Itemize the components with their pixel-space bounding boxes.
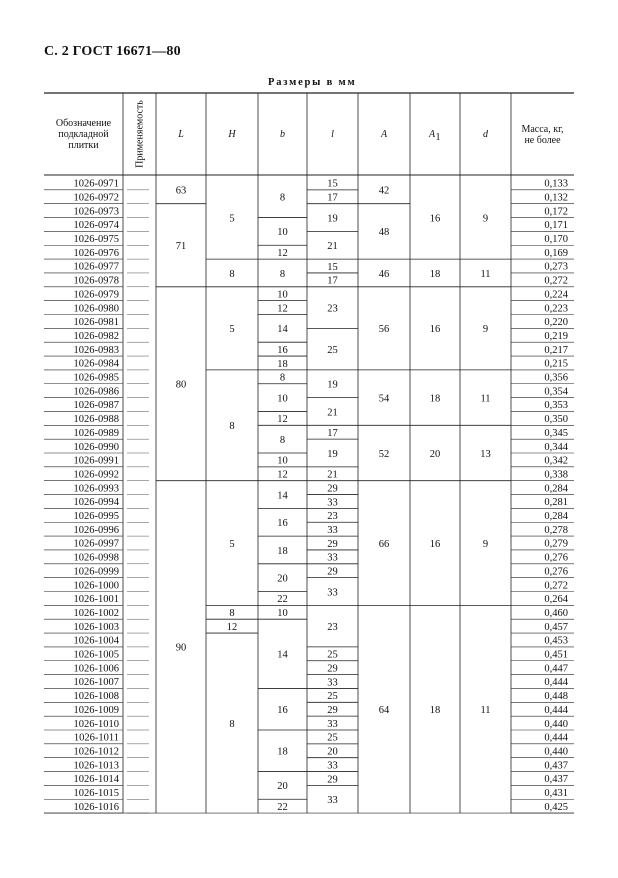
d-value: 9 [482,324,489,336]
mass-cell: 0,356 [544,372,568,384]
A-value: 56 [378,324,390,336]
mass-cell: 0,453 [544,635,568,647]
l-value: 19 [327,448,338,460]
l-value: 17 [327,192,338,204]
header-mass: не более [524,135,561,146]
designation-cell: 1026-0974 [73,220,119,232]
designation-cell: 1026-0989 [73,427,119,439]
H-value: 5 [229,324,235,336]
designation-cell: 1026-0988 [73,414,119,426]
l-value: 15 [327,178,338,190]
designation-cell: 1026-1015 [73,788,119,799]
L-value: 63 [175,185,187,197]
designation-cell: 1026-1002 [73,607,119,619]
l-value: 17 [327,428,338,440]
l-value: 23 [327,621,338,633]
designation-cell: 1026-1003 [73,621,119,633]
b-value: 18 [277,746,288,758]
b-value: 8 [279,192,286,204]
l-value: 15 [327,261,338,273]
l-value: 21 [327,241,338,253]
A1-value: 16 [429,213,441,225]
A-value: 52 [378,448,390,460]
l-value: 33 [327,795,338,807]
mass-cell: 0,354 [544,386,568,398]
b-value: 10 [277,455,288,467]
designation-cell: 1026-1014 [73,774,119,786]
l-value: 19 [327,379,338,391]
H-value: 8 [229,608,235,620]
designation-cell: 1026-1009 [73,704,119,716]
designation-cell: 1026-1013 [73,760,119,772]
mass-cell: 0,457 [544,621,568,633]
designation-cell: 1026-0990 [73,441,119,453]
d-value: 9 [482,213,489,225]
l-value: 33 [327,497,338,509]
mass-cell: 0,448 [544,691,568,703]
d-value: 11 [480,393,491,405]
designation-cell: 1026-0993 [73,483,119,495]
b-value: 14 [277,490,288,502]
mass-cell: 0,264 [544,594,568,606]
b-value: 18 [277,545,288,557]
sizes-caption: Размеры в мм [268,77,357,88]
designation-cell: 1026-1006 [73,663,119,675]
mass-cell: 0,440 [544,718,568,730]
l-value: 23 [327,511,338,523]
A-value: 46 [378,268,390,280]
mass-cell: 0,444 [544,677,568,689]
mass-cell: 0,344 [544,441,568,453]
A-value: 42 [378,185,390,197]
mass-cell: 0,279 [544,538,568,550]
l-value: 25 [327,344,338,356]
mass-cell: 0,284 [544,483,568,495]
b-value: 12 [277,469,288,481]
mass-cell: 0,353 [544,400,568,412]
b-value: 14 [277,324,288,336]
header-A1-subscript: 1 [435,132,441,143]
designation-cell: 1026-0987 [73,400,119,412]
l-value: 29 [327,483,338,495]
designation-cell: 1026-1000 [73,580,119,592]
b-value: 18 [277,358,288,370]
mass-cell: 0,217 [544,344,568,356]
mass-cell: 0,460 [544,607,568,619]
l-value: 21 [327,469,338,481]
mass-cell: 0,172 [544,206,568,218]
designation-cell: 1026-0985 [73,372,119,384]
l-value: 29 [327,663,338,675]
header-designation: подкладной [58,129,109,140]
d-value: 13 [480,448,491,460]
A1-value: 18 [429,268,441,280]
designation-cell: 1026-0975 [73,234,119,245]
designation-cell: 1026-1008 [73,691,119,703]
l-value: 29 [327,705,338,717]
mass-cell: 0,342 [544,455,568,467]
mass-cell: 0,215 [544,358,568,370]
l-value: 33 [327,552,338,564]
L-value: 90 [175,642,187,654]
mass-cell: 0,284 [544,511,568,522]
A-value: 66 [378,538,390,550]
designation-cell: 1026-0984 [73,358,119,370]
H-value: 8 [229,268,235,280]
designation-cell: 1026-0995 [73,511,119,522]
A-value: 54 [378,393,390,405]
b-value: 10 [277,393,288,405]
header-designation: Обозначение [55,118,112,129]
mass-cell: 0,350 [544,414,568,426]
b-value: 10 [277,227,288,239]
A1-value: 16 [429,538,441,550]
designation-cell: 1026-0977 [73,261,119,273]
designation-cell: 1026-0994 [73,497,119,509]
page-header: С. 2 ГОСТ 16671—80 [44,44,181,59]
mass-cell: 0,171 [544,220,568,232]
l-value: 29 [327,566,338,578]
b-value: 12 [277,247,288,259]
designation-cell: 1026-0981 [73,317,119,329]
A-value: 48 [378,227,390,239]
mass-cell: 0,170 [544,234,568,245]
l-value: 33 [327,587,338,599]
mass-cell: 0,444 [544,732,568,744]
header-d: d [483,129,488,140]
H-value: 12 [226,621,238,633]
designation-cell: 1026-0991 [73,455,119,467]
mass-cell: 0,276 [544,566,568,578]
header-H: H [228,129,236,140]
H-value: 5 [229,213,235,225]
mass-cell: 0,220 [544,317,568,329]
mass-cell: 0,447 [544,663,568,675]
designation-cell: 1026-0978 [73,275,119,287]
l-value: 21 [327,407,338,419]
b-value: 8 [279,434,286,446]
header-A1: A [428,129,436,140]
l-value: 33 [327,718,338,730]
designation-cell: 1026-0982 [73,330,119,342]
mass-cell: 0,169 [544,247,568,259]
designation-cell: 1026-0998 [73,552,119,564]
designation-cell: 1026-0997 [73,538,119,550]
mass-cell: 0,272 [544,275,568,287]
mass-cell: 0,219 [544,330,568,342]
designation-cell: 1026-0999 [73,566,119,578]
designation-cell: 1026-1004 [73,635,119,647]
header-l: l [331,129,334,140]
designation-cell: 1026-1012 [73,746,119,758]
d-value: 9 [482,538,489,550]
mass-cell: 0,133 [544,178,568,190]
l-value: 25 [327,649,338,661]
L-value: 71 [175,241,187,253]
l-value: 25 [327,732,338,744]
b-value: 12 [277,414,288,426]
l-value: 20 [327,746,338,758]
designation-cell: 1026-1005 [73,649,119,661]
A1-value: 16 [429,324,441,336]
l-value: 23 [327,303,338,315]
A1-value: 18 [429,705,441,717]
b-value: 16 [277,344,288,356]
l-value: 29 [327,774,338,786]
b-value: 8 [279,372,286,384]
mass-cell: 0,437 [544,760,568,772]
designation-cell: 1026-0980 [73,303,119,315]
designation-cell: 1026-0972 [73,192,119,204]
mass-cell: 0,278 [544,524,568,536]
designation-cell: 1026-0979 [73,289,119,301]
l-value: 33 [327,524,338,536]
designation-cell: 1026-0971 [73,178,119,190]
l-value: 33 [327,760,338,772]
designation-cell: 1026-1016 [73,801,119,813]
mass-cell: 0,276 [544,552,568,564]
designation-cell: 1026-1010 [73,718,119,730]
designation-cell: 1026-0992 [73,469,119,481]
header-mass: Масса, кг, [521,124,564,135]
b-value: 10 [277,289,288,301]
d-value: 11 [480,268,491,280]
mass-cell: 0,338 [544,469,568,481]
l-value: 19 [327,213,338,225]
d-value: 11 [480,705,491,717]
designation-cell: 1026-0983 [73,344,119,356]
header-designation: плитки [68,140,99,151]
designation-cell: 1026-0973 [73,206,119,218]
mass-cell: 0,425 [544,801,568,813]
header-L: L [178,129,184,140]
A1-value: 20 [429,448,441,460]
b-value: 12 [277,303,288,315]
b-value: 20 [277,781,288,793]
mass-cell: 0,272 [544,580,568,592]
mass-cell: 0,345 [544,427,568,439]
b-value: 20 [277,573,288,585]
H-value: 8 [229,421,235,433]
mass-cell: 0,444 [544,704,568,716]
designation-cell: 1026-0996 [73,524,119,536]
mass-cell: 0,431 [544,788,568,799]
header-A: A [380,129,388,140]
A-value: 64 [378,705,390,717]
b-value: 16 [277,705,288,717]
L-value: 80 [175,379,187,391]
mass-cell: 0,223 [544,303,568,315]
l-value: 25 [327,691,338,703]
b-value: 14 [277,649,288,661]
l-value: 17 [327,275,338,287]
header-applicability: Применяемость [134,100,146,168]
designation-cell: 1026-0976 [73,247,119,259]
mass-cell: 0,224 [544,289,568,301]
mass-cell: 0,440 [544,746,568,758]
header-b: b [280,129,285,140]
mass-cell: 0,273 [544,261,568,273]
mass-cell: 0,281 [544,497,568,509]
mass-cell: 0,451 [544,649,568,661]
designation-cell: 1026-1001 [73,594,119,606]
designation-cell: 1026-1011 [73,732,119,744]
mass-cell: 0,437 [544,774,568,786]
l-value: 33 [327,677,338,689]
b-value: 8 [279,268,286,280]
H-value: 5 [229,538,235,550]
mass-cell: 0,132 [544,192,568,204]
b-value: 22 [277,594,288,606]
designation-cell: 1026-1007 [73,677,119,689]
b-value: 16 [277,518,288,530]
l-value: 29 [327,538,338,550]
designation-cell: 1026-0986 [73,386,119,398]
b-value: 10 [277,608,288,620]
A1-value: 18 [429,393,441,405]
H-value: 8 [229,718,235,730]
b-value: 22 [277,801,288,813]
